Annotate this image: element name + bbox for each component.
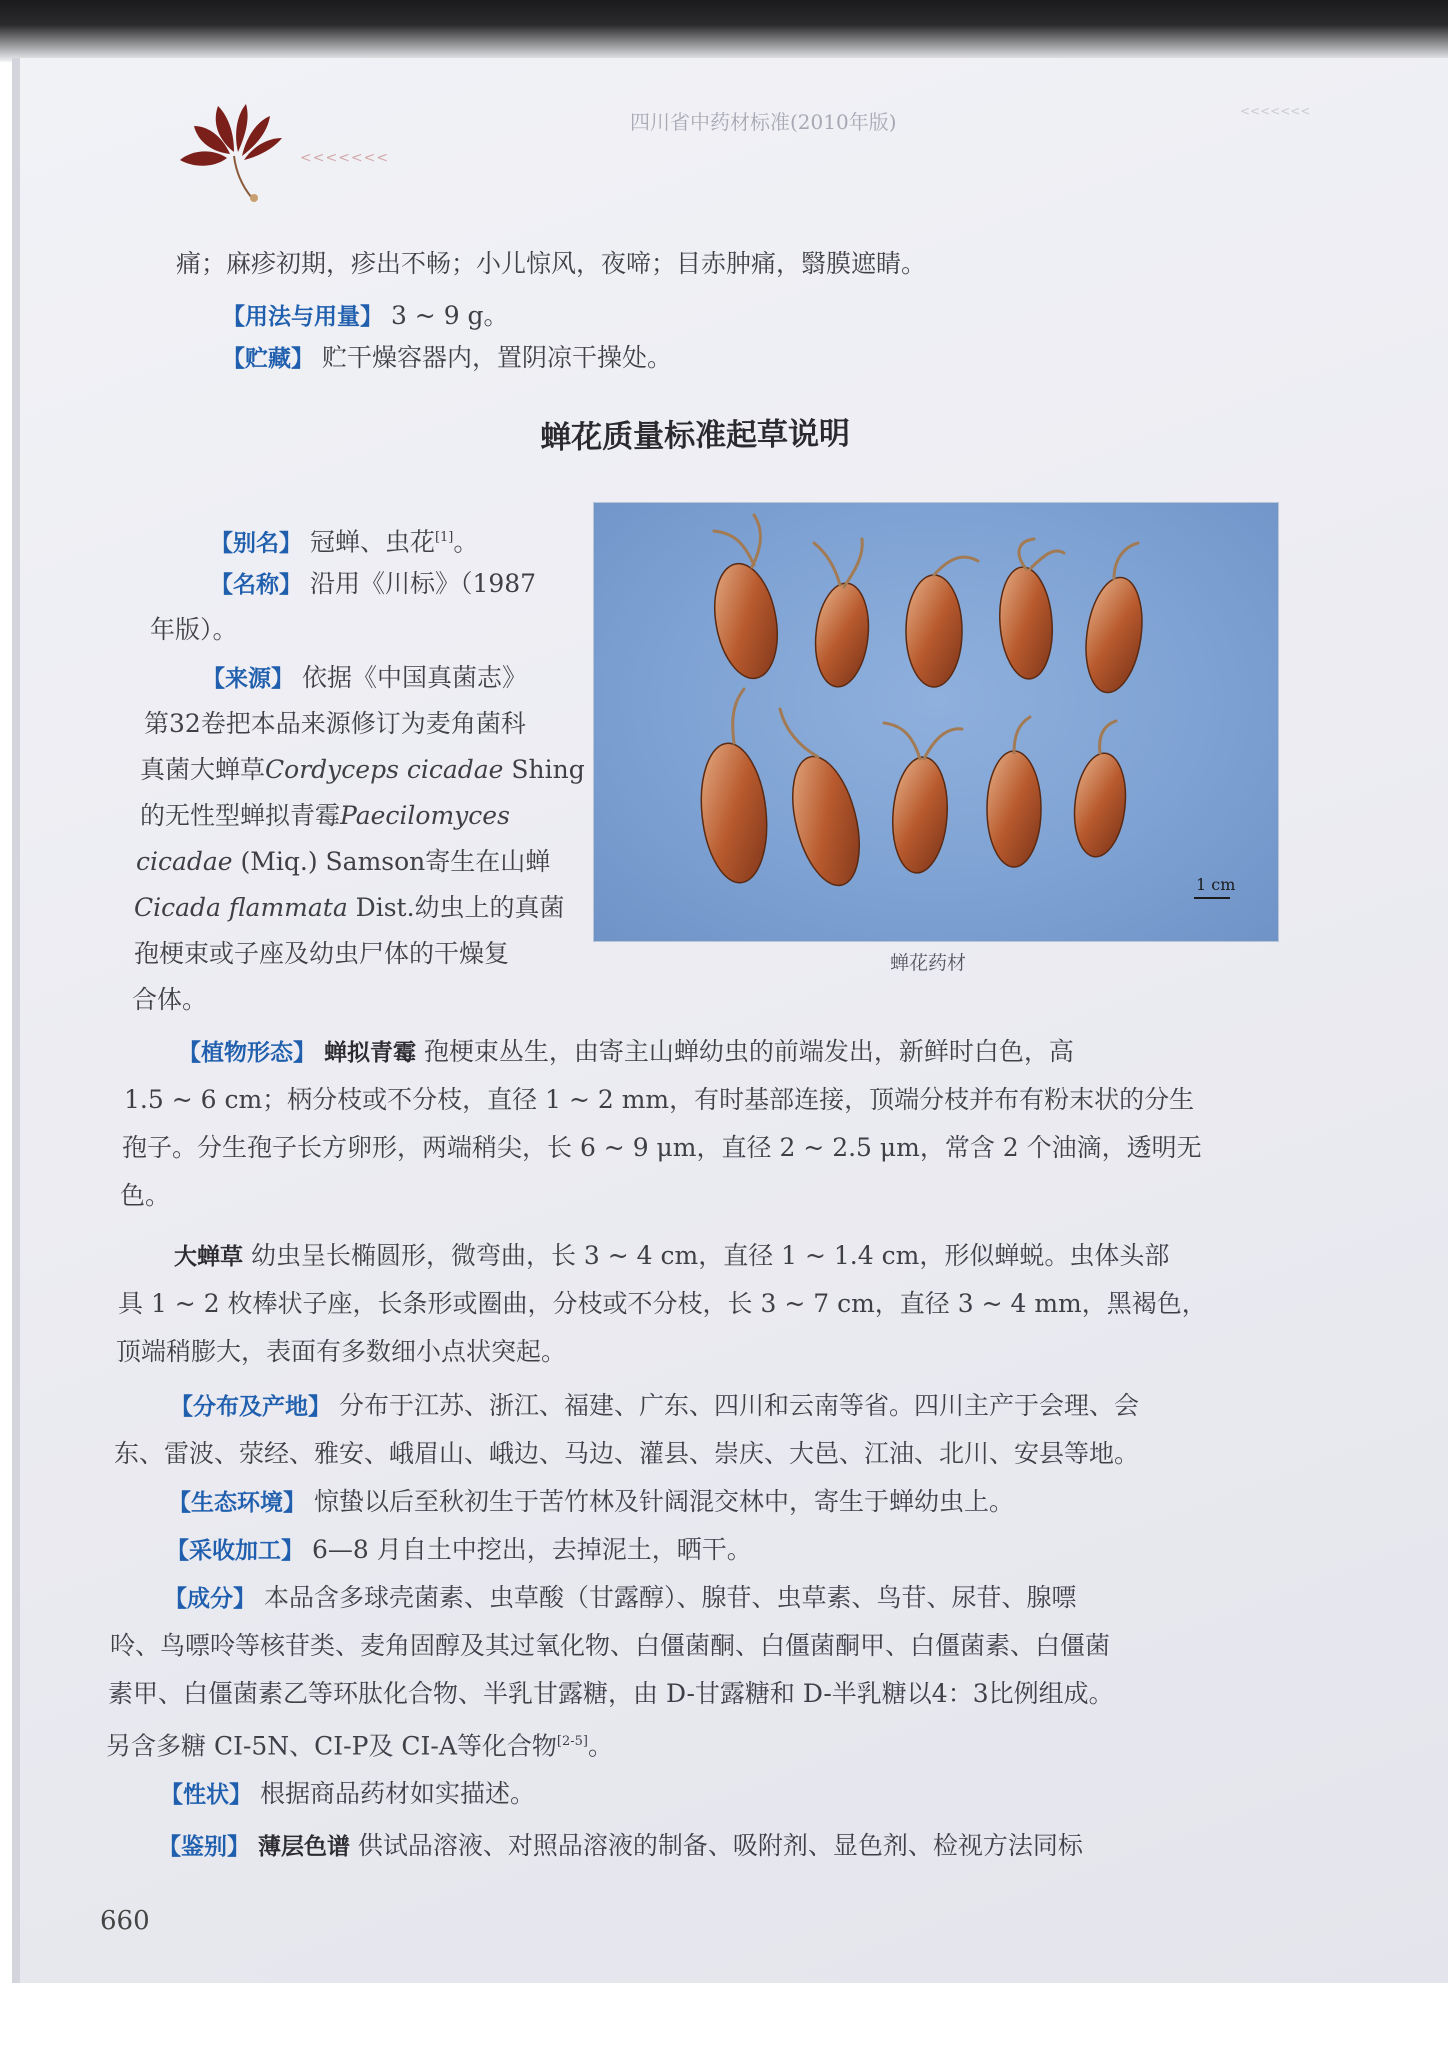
scan-bottom-margin [0,1983,1448,2048]
source-l3b: Cordyceps cicadae [265,755,504,784]
cordyceps-line-3: 顶端稍膨大，表面有多数细小点状突起。 [116,1337,567,1366]
alias-paragraph [210,522,478,559]
running-header: 四川省中药材标准(2010年版) [630,110,897,134]
composition-line-4 [106,1726,613,1762]
morphology-tag: 【植物形态】 [178,1040,316,1066]
composition-line-2: 呤、鸟嘌呤等核苷类、麦角固醇及其过氧化物、白僵菌酮、白僵菌酮甲、白僵菌素、白僵菌 [110,1631,1111,1660]
source-line-4 [140,800,510,832]
header-dots-right: <<<<<<< [1240,104,1311,118]
storage-tag: 【贮藏】 [222,346,314,372]
source-line-8: 合体。 [132,985,208,1014]
usage-text: 3 ~ 9 g。 [390,301,509,330]
identification-text: 供试品溶液、对照品溶液的制备、吸附剂、显色剂、检视方法同标 [357,1831,1083,1860]
cordyceps-paragraph [174,1240,1169,1273]
storage-text: 贮干燥容器内，置阴凉干操处。 [321,343,672,372]
composition-tag: 【成分】 [164,1586,256,1612]
name-tag: 【名称】 [210,572,302,598]
cordyceps-line-2: 具 1 ~ 2 枚棒状子座，长条形或圈曲，分枝或不分枝，长 3 ~ 7 cm，直径 3 ~ 4 mm，黑褐色， [118,1289,1207,1318]
harvest-paragraph [166,1534,752,1567]
scale-bar-label: 1 cm [1196,875,1236,894]
composition-l4-text: 另含多糖 CI-5N、CI-P及 CI-A等化合物 [106,1731,557,1761]
composition-line-3: 素甲、白僵菌素乙等环肽化合物、半乳甘露糖，由 D-甘露糖和 D-半乳糖以4：3比例组成。 [108,1679,1114,1708]
name-text-cont: 年版）。 [150,615,238,644]
source-text: 依据《中国真菌志》 [301,663,527,692]
figure-caption: 蝉花药材 [890,952,967,974]
source-l3a: 真菌大蝉草 [140,755,266,784]
morphology-paragraph [178,1036,1074,1069]
leaf-ornament-icon [172,98,292,208]
source-l4a: 的无性型蝉拟青霉 [140,801,341,830]
source-l4b: Paecilomyces [340,801,510,830]
distribution-text: 分布于江苏、浙江、福建、广东、四川和云南等省。四川主产于会理、会 [338,1391,1139,1420]
composition-paragraph [164,1582,1076,1615]
ecology-tag: 【生态环境】 [168,1490,306,1516]
source-l6a: Cicada flammata [134,893,348,922]
distribution-tag: 【分布及产地】 [170,1394,331,1420]
characters-paragraph [160,1778,535,1811]
cordyceps-name: 大蝉草 [174,1244,243,1270]
morphology-line-4: 色。 [120,1181,171,1210]
composition-text: 本品含多球壳菌素、虫草酸（甘露醇）、腺苷、虫草素、鸟苷、尿苷、腺嘌 [263,1583,1077,1612]
distribution-paragraph [170,1390,1139,1423]
scan-top-shadow [0,0,1448,62]
storage-paragraph [222,342,672,375]
continuation-line: 痛；麻疹初期，疹出不畅；小儿惊风，夜啼；目赤肿痛，翳膜遮睛。 [176,249,927,278]
ecology-paragraph [168,1486,1014,1519]
name-text: 沿用《川标》（1987 [309,569,537,598]
source-line-6 [134,892,565,924]
source-line-2: 第32卷把本品来源修订为麦角菌科 [144,709,526,738]
usage-tag: 【用法与用量】 [222,304,383,330]
harvest-tag: 【采收加工】 [166,1538,304,1564]
alias-tag: 【别名】 [210,530,302,557]
cordyceps-text: 幼虫呈长椭圆形，微弯曲，长 3 ~ 4 cm，直径 1 ~ 1.4 cm，形似蝉蜕。虫体头部 [250,1241,1170,1270]
identification-method: 薄层色谱 [257,1834,350,1860]
specimen-photo [593,502,1279,942]
ecology-text: 惊蛰以后至秋初生于苦竹林及针阔混交林中，寄生于蝉幼虫上。 [313,1487,1014,1516]
composition-ref: [2-5] [556,1734,588,1749]
name-paragraph [210,568,536,601]
header-dots-left: <<<<<<< [300,150,390,166]
source-paragraph [202,662,527,695]
alias-text: 冠蝉、虫花 [309,527,435,557]
section-title: 蝉花质量标准起草说明 [539,415,851,457]
identification-tag: 【鉴别】 [158,1834,250,1860]
alias-end: 。 [453,527,479,557]
page-number: 660 [100,1906,150,1936]
source-line-3 [140,754,585,786]
source-l5a: cicadae [136,847,233,876]
morphology-species: 蝉拟青霉 [323,1040,416,1066]
source-l3c: Shing [503,755,585,784]
source-tag: 【来源】 [202,666,294,692]
distribution-line-2: 东、雷波、荥经、雅安、峨眉山、峨边、马边、灌县、崇庆、大邑、江油、北川、安县等地。 [114,1439,1140,1468]
morphology-line-3: 孢子。分生孢子长方卵形，两端稍尖，长 6 ~ 9 μm，直径 2 ~ 2.5 μm，常含 2 个油滴，透明无 [122,1133,1202,1162]
morphology-text: 孢梗束丛生，由寄主山蝉幼虫的前端发出，新鲜时白色，高 [423,1037,1074,1066]
harvest-text: 6—8 月自土中挖出，去掉泥土，晒干。 [311,1535,752,1564]
source-l6b: Dist.幼虫上的真菌 [347,893,565,922]
usage-paragraph [222,300,509,333]
morphology-line-2: 1.5 ~ 6 cm；柄分枝或不分枝，直径 1 ~ 2 mm，有时基部连接，顶端分枝并布有粉末状的分生 [124,1085,1195,1114]
source-line-5 [136,846,550,878]
composition-end: 。 [587,1731,613,1761]
characters-text: 根据商品药材如实描述。 [259,1779,535,1808]
alias-ref: [1] [434,530,454,545]
cicada-flower-specimens-image [594,503,1278,941]
source-line-7: 孢梗束或子座及幼虫尸体的干燥复 [134,939,510,968]
identification-paragraph [158,1830,1083,1863]
characters-tag: 【性状】 [160,1782,252,1808]
source-l5b: (Miq.) Samson寄生在山蝉 [232,847,551,876]
